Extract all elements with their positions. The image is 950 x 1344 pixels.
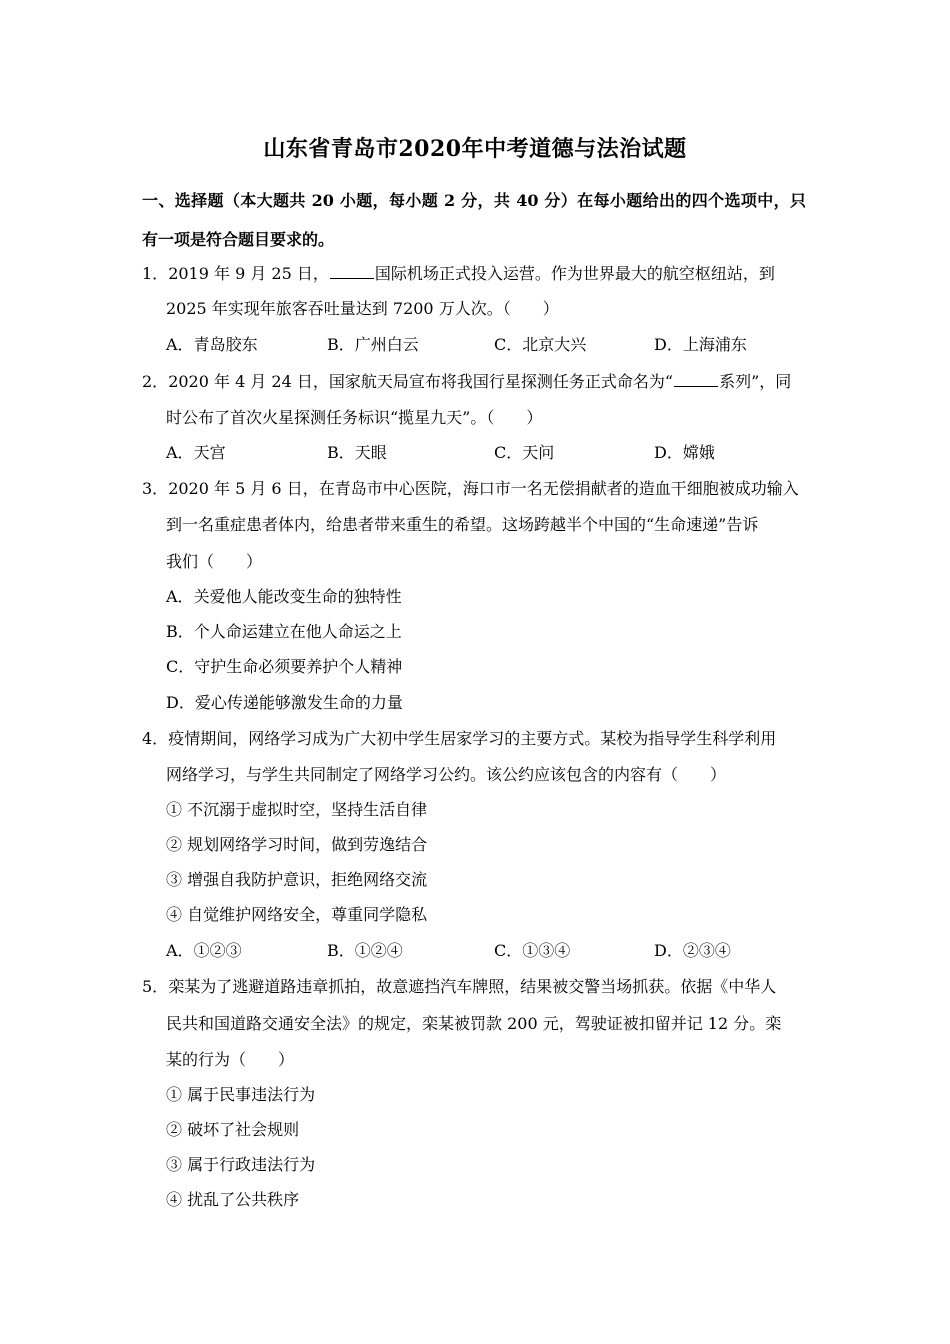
question-text-before-blank: 2020 年 4 月 24 日，国家航天局宣布将我国行星探测任务正式命名为“ [168,372,674,391]
option-label: B． [327,335,355,354]
question-5 [142,976,776,998]
option-label: A． [166,443,194,462]
question-2-option-a[interactable] [166,442,226,464]
option-text: 爱心传递能够激发生命的力量 [194,693,403,712]
question-5-line-2: 民共和国道路交通安全法》的规定，栾某被罚款 200 元，驾驶证被扣留并记 12 分。栾 [166,1014,782,1033]
option-label: D． [654,941,683,960]
question-4-option-d[interactable] [654,940,731,962]
option-label: C． [494,941,523,960]
option-label: D． [654,335,683,354]
question-2-option-d[interactable] [654,442,715,464]
option-text: 北京大兴 [522,335,587,354]
question-3-option-c[interactable] [166,656,402,678]
option-label: B． [327,443,355,462]
option-text: ①②③ [193,941,242,960]
question-1-option-c[interactable] [494,334,586,356]
question-number: 1． [142,264,169,283]
question-3-option-b[interactable] [166,621,402,643]
option-text: 个人命运建立在他人命运之上 [193,622,402,641]
question-5-statement-4: ④ 扰乱了公共秩序 [166,1190,300,1209]
option-label: A． [166,587,194,606]
option-label: A． [166,941,194,960]
question-2 [142,370,791,393]
question-4-statement-3: ③ 增强自我防护意识，拒绝网络交流 [166,870,428,889]
question-number: 4． [142,729,169,748]
question-2-line-2: 时公布了首次火星探测任务标识“揽星九天”。（ ） [166,408,543,427]
option-label: C． [494,443,523,462]
question-text-before-blank: 2019 年 9 月 25 日， [168,264,329,283]
question-3-line-2: 到一名重症患者体内，给患者带来重生的希望。这场跨越半个中国的“生命速递”告诉 [166,515,759,534]
option-text: 天眼 [354,443,387,462]
question-5-line-3: 某的行为（ ） [166,1050,295,1069]
option-text: 广州白云 [354,335,419,354]
answer-blank [330,262,374,279]
question-number: 5． [142,977,169,996]
question-2-option-c[interactable] [494,442,554,464]
option-text: 天问 [522,443,555,462]
question-4-option-c[interactable] [494,940,570,962]
question-4-option-b[interactable] [327,940,403,962]
question-number: 3． [142,479,169,498]
option-text: 天宫 [193,443,226,462]
question-1 [142,262,775,285]
option-label: C． [166,657,195,676]
question-3-line-3: 我们（ ） [166,552,263,571]
option-label: B． [327,941,355,960]
question-1-option-b[interactable] [327,334,419,356]
section-heading-line-2: 有一项是符合题目要求的。 [142,230,335,249]
option-text: 青岛胶东 [193,335,258,354]
option-text: ①②④ [354,941,403,960]
option-text: 守护生命必须要养护个人精神 [194,657,403,676]
question-5-statement-2: ② 破坏了社会规则 [166,1120,300,1139]
option-text: ②③④ [682,941,731,960]
option-text: 上海浦东 [682,335,747,354]
question-text-after-blank: 系列”，同 [719,372,792,391]
question-text: 栾某为了逃避道路违章抓拍，故意遮挡汽车牌照，结果被交警当场抓获。依据《中华人 [168,977,777,996]
page-title: 山东省青岛市2020年中考道德与法治试题 [263,136,687,162]
question-5-statement-3: ③ 属于行政违法行为 [166,1155,316,1174]
question-1-option-a[interactable] [166,334,258,356]
answer-blank [674,370,718,387]
question-3-option-a[interactable] [166,586,402,608]
question-4-statement-4: ④ 自觉维护网络安全，尊重同学隐私 [166,905,428,924]
question-text: 疫情期间，网络学习成为广大初中学生居家学习的主要方式。某校为指导学生科学利用 [168,729,777,748]
option-text: 嫦娥 [682,443,715,462]
option-label: D． [166,693,195,712]
question-4 [142,728,776,750]
question-4-option-a[interactable] [166,940,242,962]
option-label: B． [166,622,194,641]
question-1-line-2: 2025 年实现年旅客吞吐量达到 7200 万人次。（ ） [166,299,559,318]
question-3 [142,478,799,500]
question-3-option-d[interactable] [166,692,403,714]
option-text: ①③④ [522,941,571,960]
question-2-option-b[interactable] [327,442,387,464]
option-label: A． [166,335,194,354]
question-1-option-d[interactable] [654,334,747,356]
question-text: 2020 年 5 月 6 日，在青岛市中心医院，海口市一名无偿捐献者的造血干细胞被成功输入 [168,479,799,498]
question-4-statement-2: ② 规划网络学习时间，做到劳逸结合 [166,835,428,854]
option-text: 关爱他人能改变生命的独特性 [193,587,402,606]
option-label: C． [494,335,523,354]
question-text-after-blank: 国际机场正式投入运营。作为世界最大的航空枢纽站，到 [374,264,775,283]
section-heading-line-1: 一、选择题（本大题共 20 小题，每小题 2 分，共 40 分）在每小题给出的四个选项中，只 [142,191,806,210]
question-number: 2． [142,372,169,391]
question-5-statement-1: ① 属于民事违法行为 [166,1085,316,1104]
question-4-statement-1: ① 不沉溺于虚拟时空，坚持生活自律 [166,800,428,819]
option-label: D． [654,443,683,462]
question-4-line-2: 网络学习，与学生共同制定了网络学习公约。该公约应该包含的内容有（ ） [166,765,727,784]
